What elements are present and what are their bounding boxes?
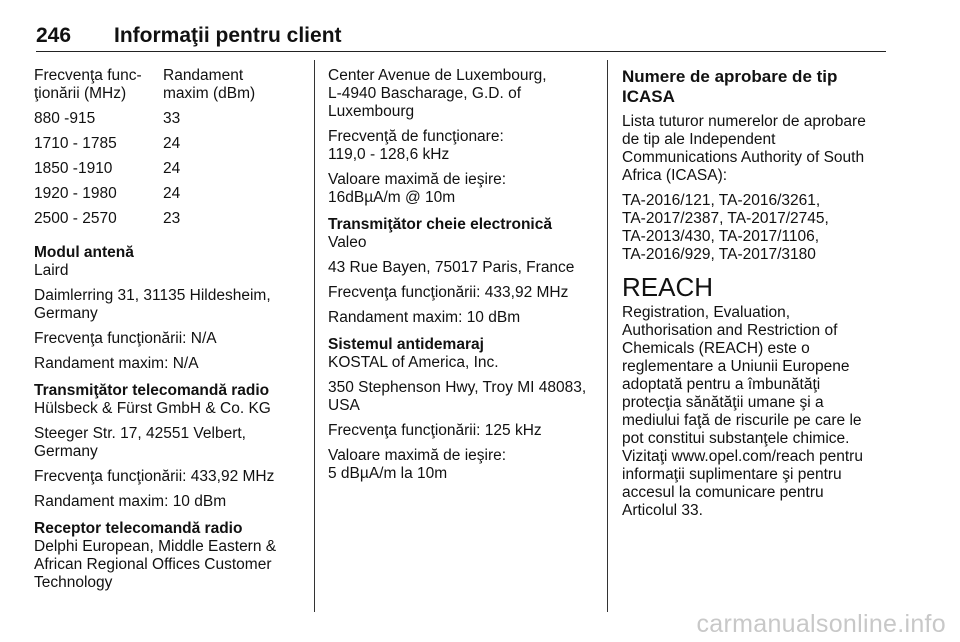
antenna-section xyxy=(34,244,299,373)
key-transmitter-title: Transmiţător cheie electronică xyxy=(328,216,552,233)
table-row xyxy=(34,185,284,203)
table-row xyxy=(34,210,284,228)
table-row xyxy=(34,160,284,178)
key-transmitter-section xyxy=(328,216,593,327)
immobilizer-address: 350 Stephenson Hwy, Troy MI 48083, USA xyxy=(328,379,587,414)
table-cell-frequency: 1920 - 1980 xyxy=(34,185,117,202)
table-cell-frequency: 2500 - 2570 xyxy=(34,210,117,227)
immobilizer-title: Sistemul antidemaraj xyxy=(328,336,484,353)
reach-body: Registration, Evaluation, Authorisation and Restriction of Chemicals (REACH) este o reglementare a Uniunii Europene adoptată pentru a îmbunătăţi protecţia sănătăţii umane şi a mediului faţă de riscurile pe care le pot constitui substanţele chimice. Vizitaţi www.opel.com/reach pentru informaţii suplimentare şi pentru accesul la comunicare pentru Articolul 33. xyxy=(622,304,863,519)
immobilizer-maker: KOSTAL of America, Inc. xyxy=(328,354,499,371)
watermark: carmanualsonline.info xyxy=(696,610,946,638)
key-transmitter-maker: Valeo xyxy=(328,234,367,251)
remote-transmitter-maker: Hülsbeck & Fürst GmbH & Co. KG xyxy=(34,400,271,417)
remote-receiver-title: Receptor telecomandă radio xyxy=(34,520,243,537)
column-divider-2 xyxy=(607,60,608,612)
immobilizer-frequency: Frecvenţa funcţionării: 125 kHz xyxy=(328,422,542,439)
remote-transmitter-power: Randament maxim: 10 dBm xyxy=(34,493,227,510)
table-cell-frequency: 1850 -1910 xyxy=(34,160,113,177)
icasa-title: Numere de aprobare de tip ICASA xyxy=(622,67,838,106)
antenna-title: Modul antenă xyxy=(34,244,134,261)
remote-transmitter-title: Transmiţător telecomandă radio xyxy=(34,382,270,399)
antenna-frequency: Frecvenţa funcţionării: N/A xyxy=(34,330,217,347)
table-row xyxy=(34,135,284,153)
column-3 xyxy=(622,67,887,520)
page-header xyxy=(36,24,886,52)
table-cell-frequency: 1710 - 1785 xyxy=(34,135,117,152)
table-cell-power: 23 xyxy=(163,210,181,227)
antenna-power: Randament maxim: N/A xyxy=(34,355,199,372)
immobilizer-section: Sistemul antidemaraj KOSTAL of America, Inc. 350 Stephenson Hwy, Troy MI 48083, USA Frecvenţa funcţionării: 125 kHz Valoare maximă de ieşire: 5 dBµA/m la 10m xyxy=(328,336,593,483)
key-transmitter-frequency: Frecvenţa funcţionării: 433,92 MHz xyxy=(328,284,569,301)
remote-transmitter-frequency: Frecvenţa funcţionării: 433,92 MHz xyxy=(34,468,275,485)
reach-section xyxy=(622,272,887,520)
icasa-section xyxy=(622,67,887,264)
table-cell-frequency: 880 -915 xyxy=(34,110,96,127)
key-transmitter-power: Randament maxim: 10 dBm xyxy=(328,309,521,326)
remote-transmitter-address: Steeger Str. 17, 42551 Velbert, Germany xyxy=(34,425,246,460)
antenna-maker: Laird xyxy=(34,262,69,279)
table-cell-power: 24 xyxy=(163,185,181,202)
antenna-address: Daimlerring 31, 31135 Hildesheim, Germany xyxy=(34,287,271,322)
reach-title: REACH xyxy=(622,272,714,302)
remote-transmitter-section xyxy=(34,382,299,511)
column-1 xyxy=(34,67,299,592)
frequency-table xyxy=(34,67,284,228)
table-header-row xyxy=(34,67,284,103)
remote-receiver-section: Receptor telecomandă radio Delphi European, Middle Eastern & African Regional Offices Customer Technology xyxy=(34,520,299,592)
column-2 xyxy=(328,67,593,483)
column-divider-1 xyxy=(314,60,315,612)
page-title: Informaţii pentru client xyxy=(114,24,342,47)
table-cell-power: 33 xyxy=(163,110,181,127)
table-header-frequency: Frecvenţa func‐ ţionării (MHz) xyxy=(34,67,142,102)
key-transmitter-address: 43 Rue Bayen, 75017 Paris, France xyxy=(328,259,575,276)
header-divider xyxy=(36,51,886,52)
table-row xyxy=(34,110,284,128)
table-cell-power: 24 xyxy=(163,160,181,177)
icasa-numbers: TA-2016/121, TA-2016/3261, TA-2017/2387, TA-2017/2745, TA-2013/430, TA-2017/1106, TA-2016/929, TA-2017/3180 xyxy=(622,192,829,263)
icasa-description: Lista tuturor numerelor de aprobare de tip ale Independent Communications Authority of South Africa (ICASA): xyxy=(622,113,866,184)
page-number: 246 xyxy=(36,24,72,47)
receiver-continued-section: Center Avenue de Luxembourg, L-4940 Bascharage, G.D. of Luxembourg Frecvenţă de funcţionare: 119,0 - 128,6 kHz Valoare maximă de ieşire: 16dBµA/m @ 10m xyxy=(328,67,547,206)
table-header-power: Randament maxim (dBm) xyxy=(163,67,256,102)
table-cell-power: 24 xyxy=(163,135,181,152)
